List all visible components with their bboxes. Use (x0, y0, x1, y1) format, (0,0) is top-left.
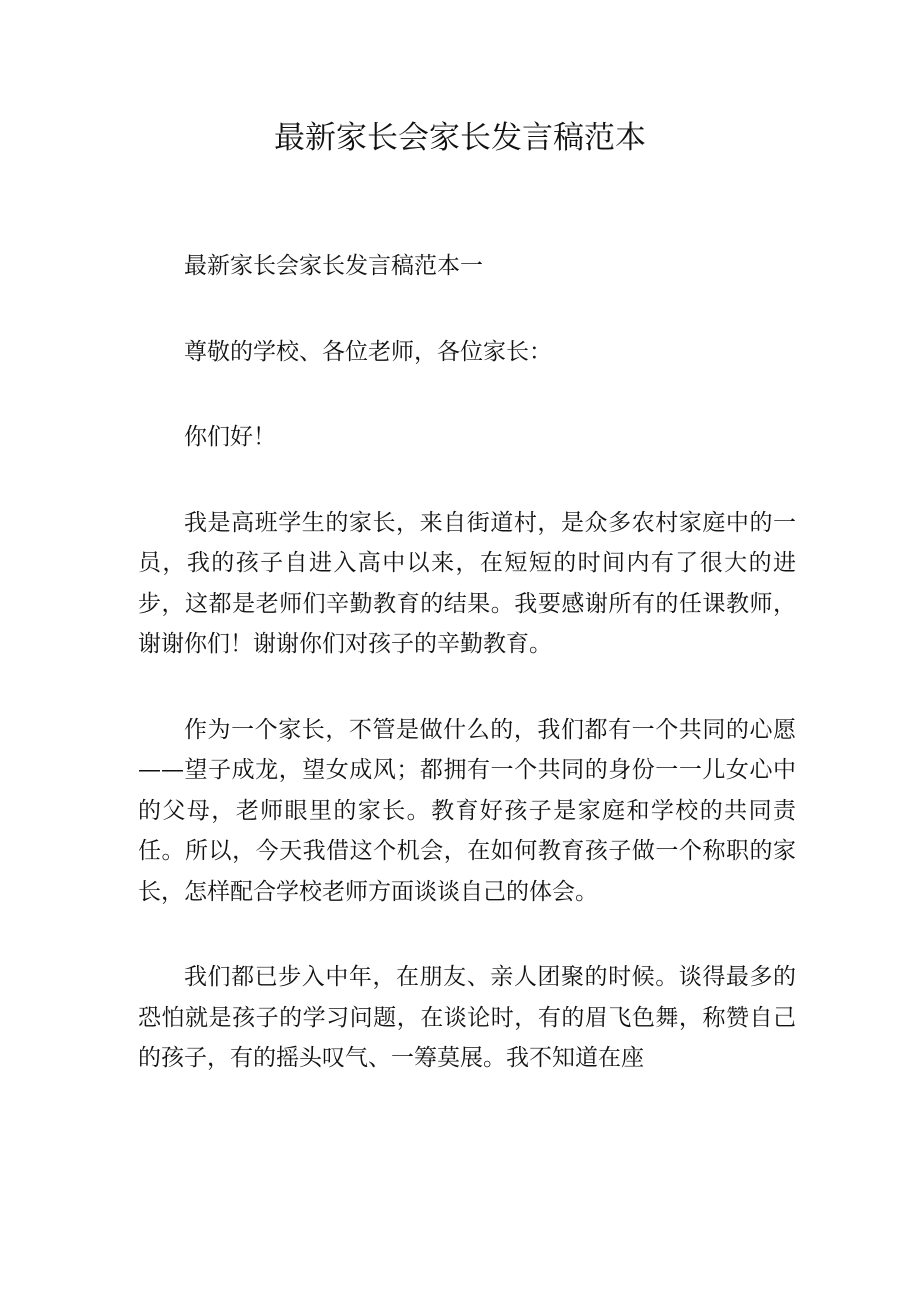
body-paragraph: 我是高班学生的家长，来自街道村，是众多农村家庭中的一员，我的孩子自进入高中以来，在短短的时间内有了很大的进步，这都是老师们辛勤教育的结果。我要感谢所有的任课教师，谢谢你们！谢谢你们对孩子的辛勤教育。 (138, 509, 796, 657)
body-paragraph: 作为一个家长，不管是做什么的，我们都有一个共同的心愿——望子成龙，望女成风；都拥有一个共同的身份一一儿女心中的父母，老师眼里的家长。教育好孩子是家庭和学校的共同责任。所以，今天我借这个机会，在如何教育孩子做一个称职的家长，怎样配合学校老师方面谈谈自己的体会。 (138, 716, 796, 905)
salutation-paragraph: 尊敬的学校、各位老师，各位家长： (184, 338, 552, 365)
section-heading: 最新家长会家长发言稿范本一 (184, 253, 483, 279)
document-title: 最新家长会家长发言稿范本 (274, 120, 646, 156)
document-body (138, 246, 796, 1079)
body-paragraph: 我们都已步入中年，在朋友、亲人团聚的时候。谈得最多的恐怕就是孩子的学习问题，在谈论时，有的眉飞色舞，称赞自己的孩子，有的摇头叹气、一筹莫展。我不知道在座 (138, 964, 796, 1071)
greeting-paragraph: 你们好！ (184, 424, 276, 450)
